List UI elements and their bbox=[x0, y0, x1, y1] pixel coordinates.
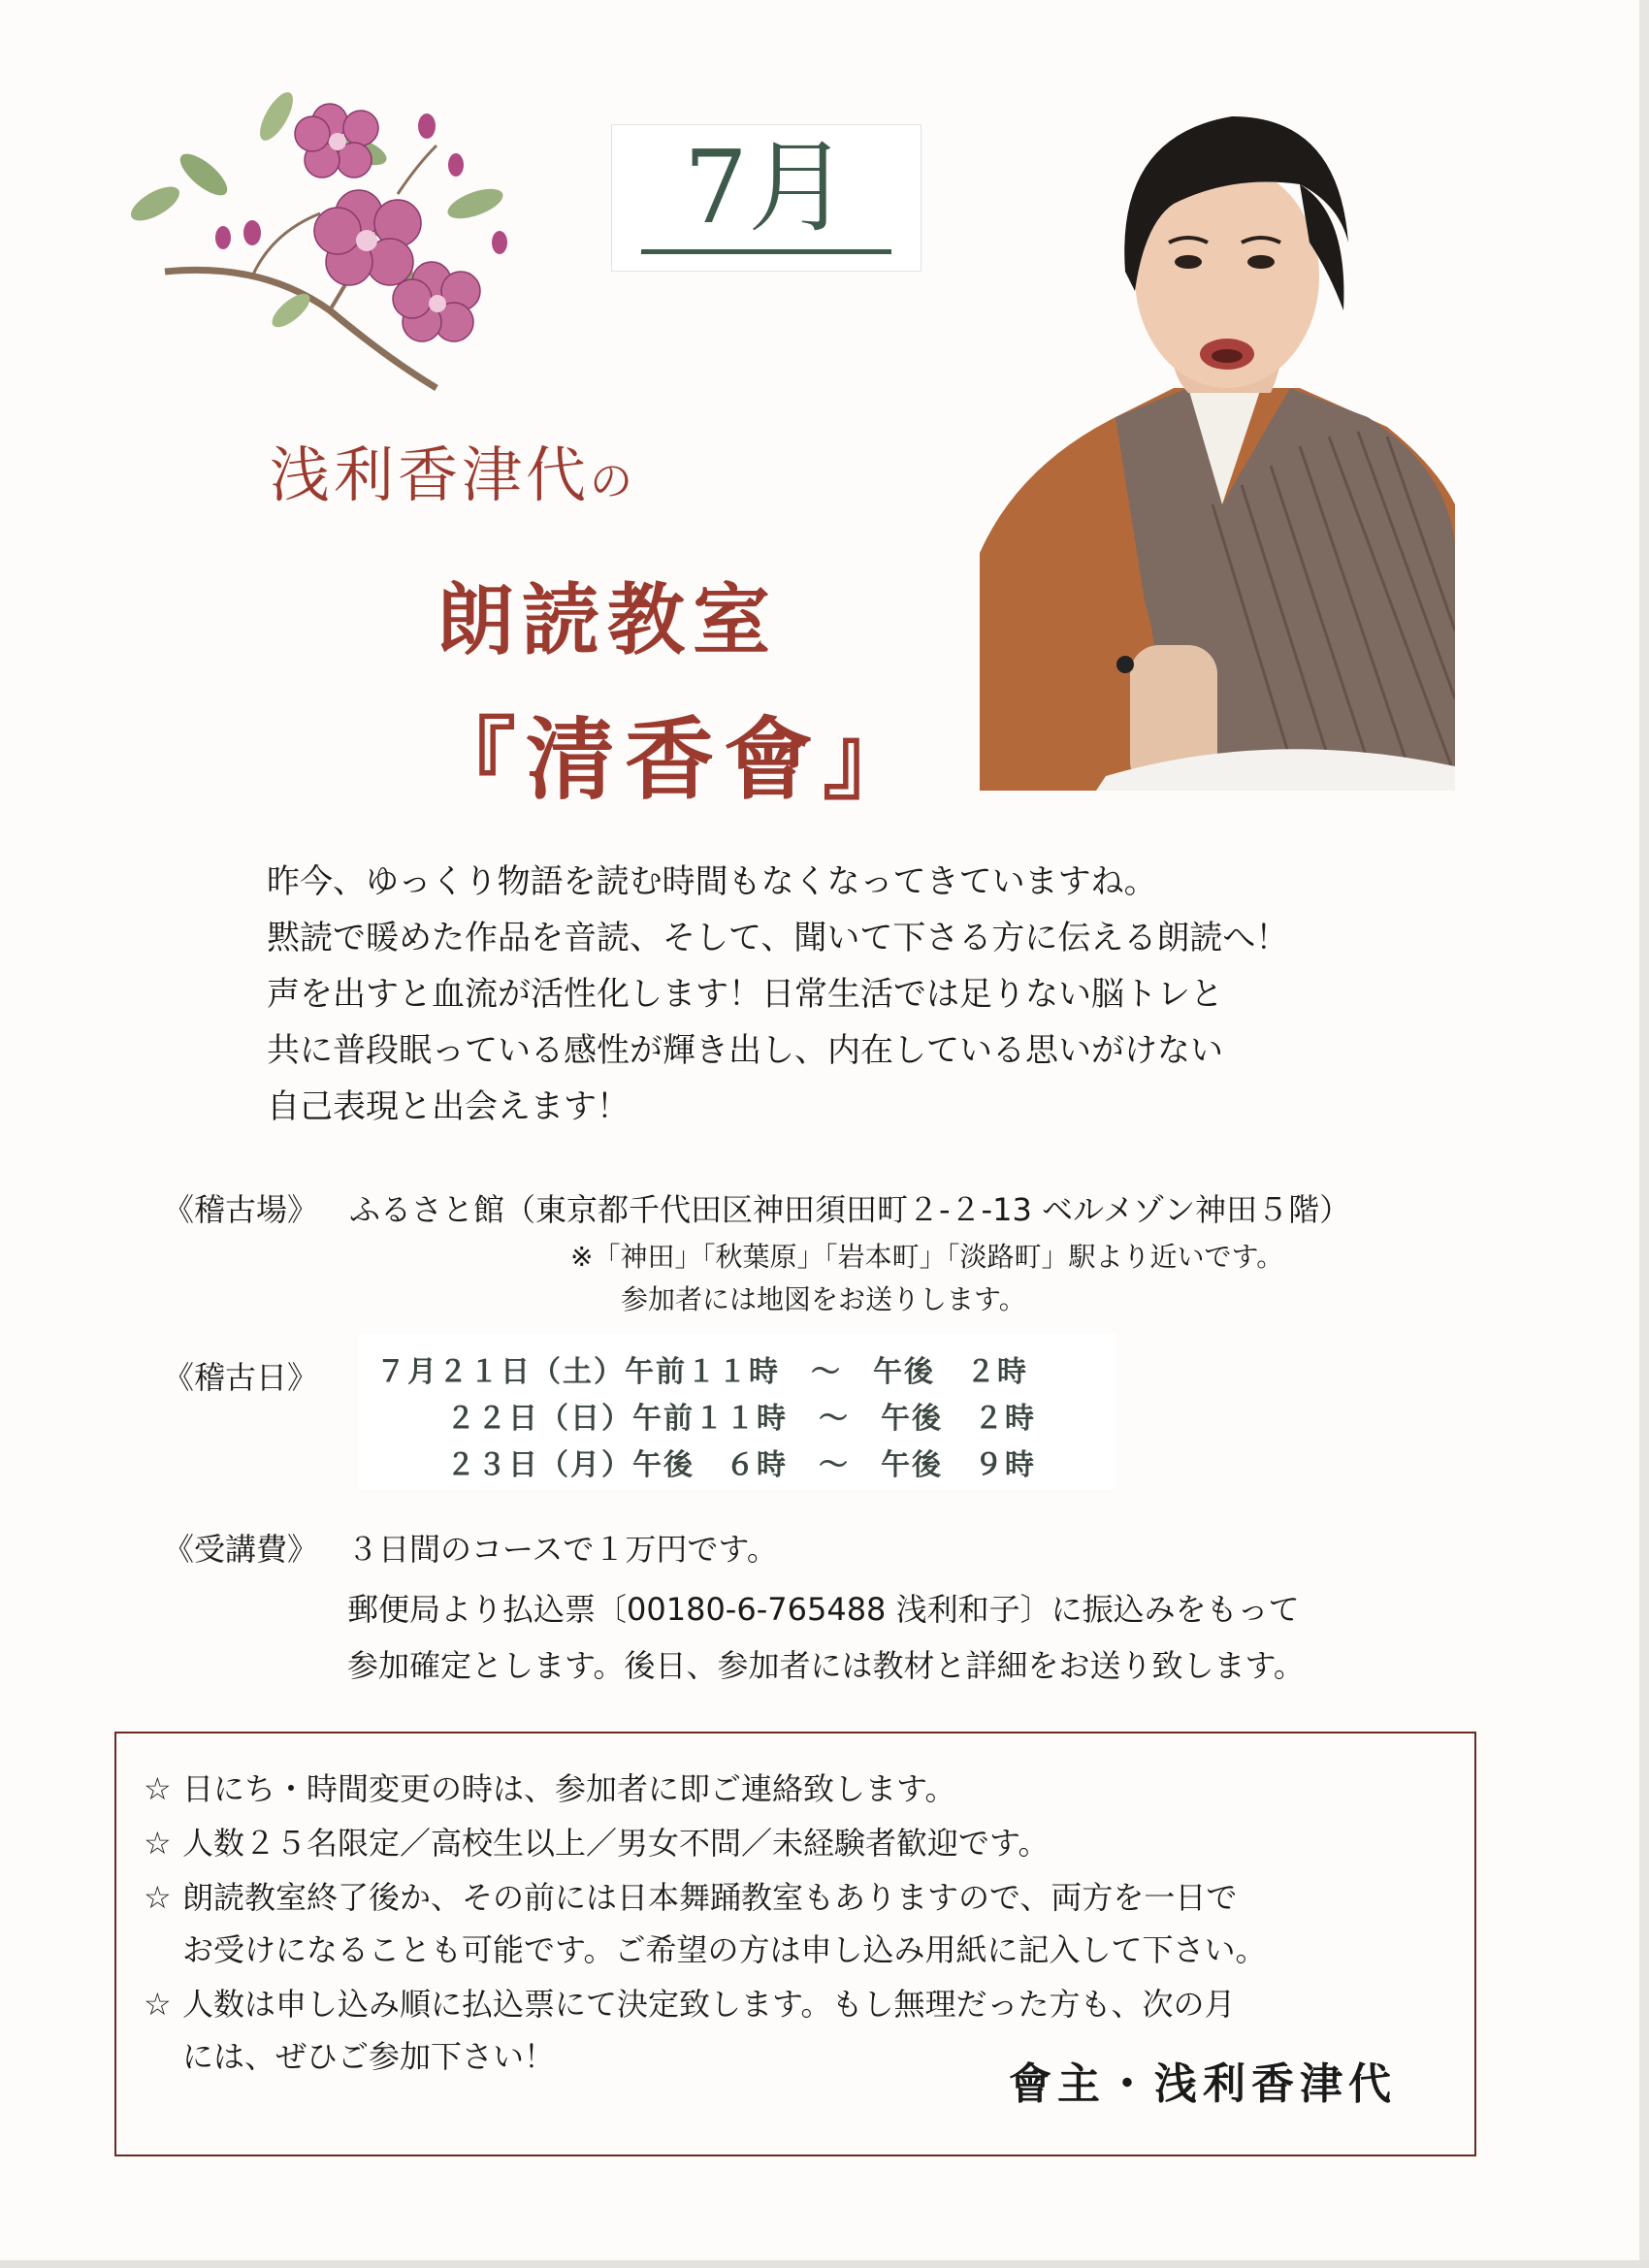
dates-label: 《稽古日》 bbox=[163, 1359, 319, 1396]
venue-text: ふるさと館（東京都千代田区神田須田町２-２-13 ベルメゾン神田５階） bbox=[349, 1191, 1351, 1228]
group-name-title: 『清香會』 bbox=[427, 707, 922, 812]
star-icon: ☆ bbox=[144, 1825, 172, 1862]
notice-text: 人数２５名限定／高校生以上／男女不問／未経験者歓迎です。 bbox=[182, 1825, 1050, 1862]
notice-item-continued bbox=[144, 1926, 1266, 1970]
instructor-photo bbox=[980, 97, 1455, 791]
venue-label: 《稽古場》 bbox=[163, 1191, 319, 1228]
schedule-line: ２２日（日）午前１１時 ～ 午後 ２時 bbox=[446, 1402, 1036, 1436]
intro-line: 黙読で暖めた作品を音読、そして、聞いて下さる方に伝える朗読へ！ bbox=[267, 919, 1289, 957]
title-particle: の bbox=[590, 457, 637, 506]
notice-item bbox=[144, 1873, 1237, 1918]
page-bottom-edge bbox=[0, 2260, 1649, 2268]
notice-text: お受けになることも可能です。ご希望の方は申し込み用紙に記入して下さい。 bbox=[182, 1931, 1267, 1968]
notice-text: 朗読教室終了後か、その前には日本舞踊教室もありますので、両方を一日で bbox=[182, 1879, 1238, 1916]
intro-paragraph bbox=[267, 854, 1479, 1135]
star-icon: ☆ bbox=[144, 1879, 172, 1916]
schedule-line: ２３日（月）午後 ６時 ～ 午後 ９時 bbox=[446, 1448, 1036, 1482]
notice-item-continued bbox=[144, 2032, 555, 2077]
venue-map-note: 参加者には地図をお送りします。 bbox=[621, 1283, 1026, 1315]
notice-text: には、ぜひご参加下さい！ bbox=[182, 2038, 556, 2075]
notice-box bbox=[114, 1732, 1476, 2156]
star-icon: ☆ bbox=[144, 1770, 172, 1807]
fee-label: 《受講費》 bbox=[163, 1531, 319, 1568]
instructor-name: 浅利香津代 bbox=[270, 439, 591, 510]
venue-station-note: ※「神田」「秋葉原」「岩本町」「淡路町」駅より近いです。 bbox=[570, 1241, 1284, 1273]
schedule-box bbox=[359, 1334, 1116, 1489]
fee-line: 郵便局より払込票〔00180-6-765488 浅利和子〕に振込みをもって bbox=[347, 1591, 1300, 1628]
month-underline bbox=[641, 249, 891, 254]
notice-item bbox=[144, 1765, 955, 1809]
schedule-line: ７月２１日（土）午前１１時 ～ 午後 ２時 bbox=[376, 1355, 1028, 1389]
class-title: 朗読教室 bbox=[436, 574, 778, 665]
intro-line: 声を出すと血流が活性化します！日常生活では足りない脳トレと bbox=[267, 975, 1223, 1014]
intro-line: 共に普段眠っている感性が輝き出し、内在している思いがけない bbox=[267, 1031, 1223, 1070]
notice-item bbox=[144, 1819, 1049, 1863]
cherry-blossom-illustration bbox=[107, 68, 553, 398]
intro-line: 自己表現と出会えます！ bbox=[267, 1087, 630, 1126]
notice-text: 人数は申し込み順に払込票にて決定致します。もし無理だった方も、次の月 bbox=[182, 1986, 1236, 2023]
star-icon: ☆ bbox=[144, 1986, 172, 2023]
notice-item bbox=[144, 1980, 1235, 2025]
month-label: 7月 bbox=[683, 128, 850, 246]
fee-line: ３日間のコースで１万円です。 bbox=[347, 1531, 778, 1568]
month-badge bbox=[611, 124, 922, 272]
notice-text: 日にち・時間変更の時は、参加者に即ご連絡致します。 bbox=[182, 1770, 956, 1807]
signature: 會主・浅利香津代 bbox=[1009, 2059, 1397, 2109]
page-edge bbox=[1639, 0, 1649, 2268]
intro-line: 昨今、ゆっくり物語を読む時間もなくなってきていますね。 bbox=[267, 862, 1157, 901]
fee-line: 参加確定とします。後日、参加者には教材と詳細をお送り致します。 bbox=[347, 1647, 1305, 1684]
instructor-name-title bbox=[270, 427, 793, 513]
